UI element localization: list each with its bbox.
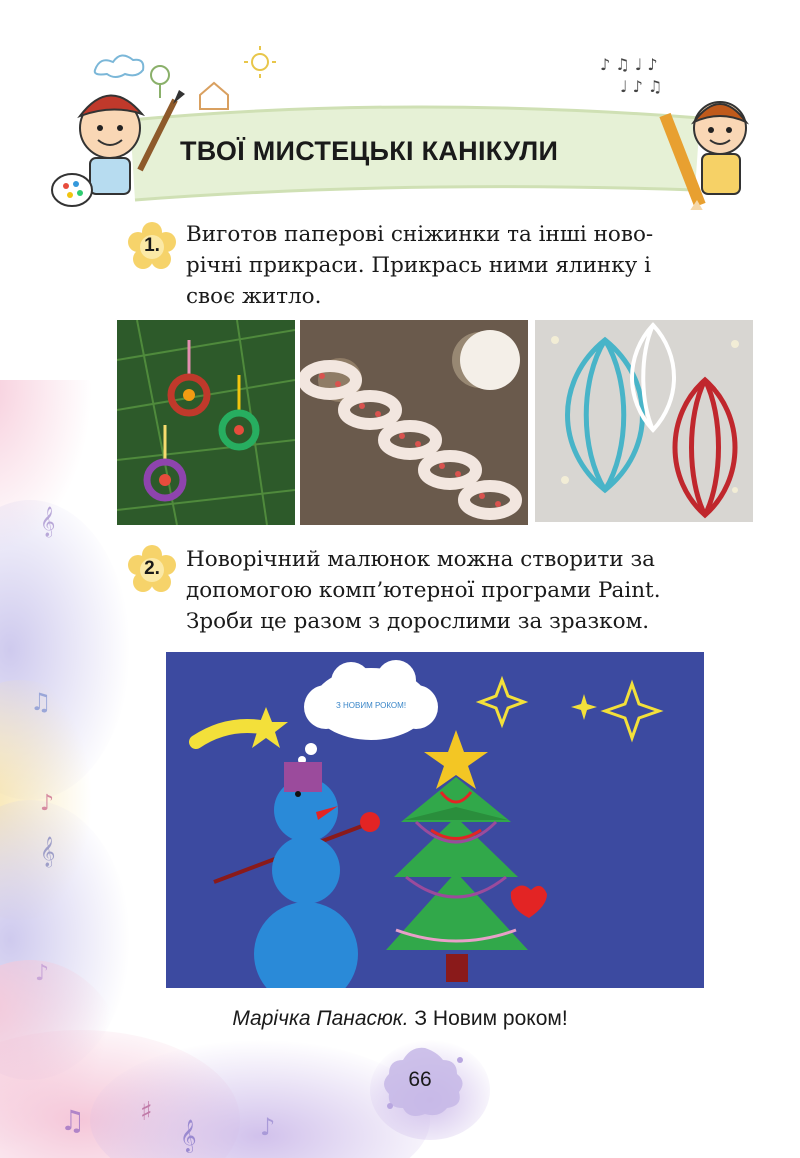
- svg-text:♪ ♫ ♩ ♪: ♪ ♫ ♩ ♪: [600, 55, 658, 74]
- page-number: 66: [408, 1068, 432, 1091]
- task-line: Зроби це разом з дорослими за зразком.: [186, 609, 650, 634]
- section-banner: [40, 40, 760, 210]
- svg-text:𝄞: 𝄞: [40, 507, 56, 537]
- svg-text:♪: ♪: [40, 791, 55, 816]
- svg-text:♫: ♫: [30, 688, 52, 716]
- svg-text:♯: ♯: [140, 1097, 153, 1127]
- paint-new-year-drawing: [166, 652, 704, 988]
- svg-text:♪: ♪: [35, 961, 50, 986]
- svg-text:𝄞: 𝄞: [40, 837, 56, 867]
- task-line: Виготов паперові сніжинки та інші ново-: [186, 222, 654, 247]
- task-line: Новорічний малюнок можна створити за: [186, 547, 655, 572]
- svg-text:𝄞: 𝄞: [180, 1119, 197, 1152]
- caption-author: Марічка Панасюк.: [232, 1007, 409, 1030]
- task-number-badge: [128, 545, 176, 593]
- task-1-text: [186, 219, 752, 312]
- svg-text:♪: ♪: [260, 1113, 276, 1141]
- banner-title: ТВОЇ МИСТЕЦЬКІ КАНІКУЛИ: [180, 136, 559, 166]
- task-number: 2.: [144, 558, 160, 579]
- task-line: своє житло.: [186, 284, 322, 309]
- speech-bubble-text: З НОВИМ РОКОМ!: [335, 701, 407, 710]
- task-number-badge: [128, 222, 176, 270]
- task-line: допомогою комп’ютерної програми Paint.: [186, 578, 661, 603]
- paper-chain-garland-photo: [300, 320, 528, 525]
- caption-title: З Новим роком!: [414, 1007, 568, 1030]
- task-line: річні прикраси. Прикрась ними ялинку і: [186, 253, 652, 278]
- svg-text:♩ ♪ ♫: ♩ ♪ ♫: [620, 77, 663, 96]
- task-number: 1.: [144, 235, 160, 256]
- svg-text:♫: ♫: [60, 1104, 86, 1137]
- paper-strip-lanterns-photo: [535, 320, 753, 522]
- paper-ring-ornaments-photo: [117, 320, 295, 525]
- drawing-caption: [0, 1007, 800, 1031]
- task-2-text: [186, 544, 752, 637]
